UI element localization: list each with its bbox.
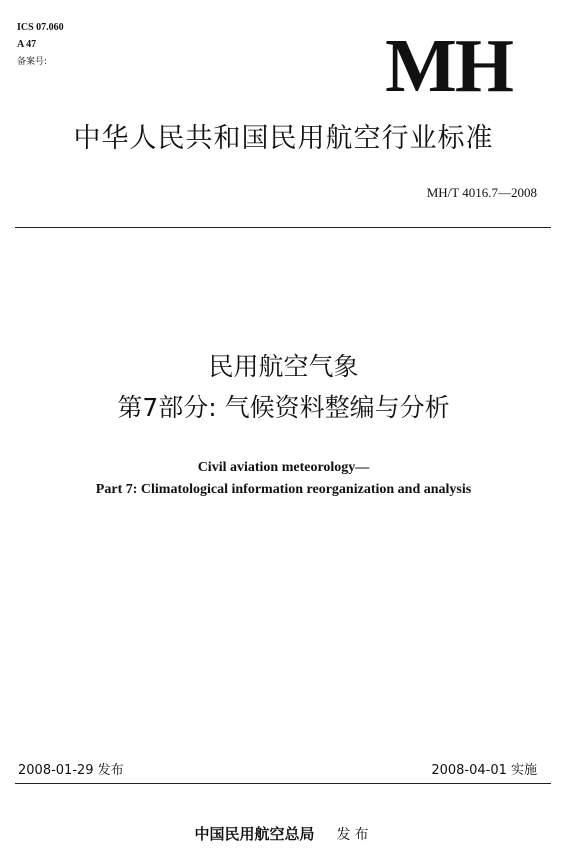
standard-category-title: 中华人民共和国民用航空行业标准 [73, 123, 494, 154]
bottom-divider [15, 783, 551, 784]
classification-code: A 47 [17, 39, 37, 50]
effective-date: 2008-04-01 实施 [431, 763, 537, 778]
chinese-title-line-2: 第7部分: 气候资料整编与分析 [117, 393, 450, 422]
issuer-name: 中国民用航空总局 [194, 825, 315, 843]
publisher-line [0, 824, 567, 845]
english-title-line-1: Civil aviation meteorology— [197, 460, 370, 475]
issuer-action: 发布 [336, 827, 373, 843]
ics-code: ICS 07.060 [17, 22, 64, 33]
standard-logo: MH [385, 24, 512, 108]
english-title-line-2: Part 7: Climatological information reorganization and analysis [95, 482, 472, 497]
chinese-title-line-1: 民用航空气象 [208, 352, 359, 381]
record-number-label: 备案号: [17, 57, 48, 67]
issue-date: 2008-01-29 发布 [18, 763, 124, 778]
top-divider [15, 227, 551, 228]
standard-number: MH/T 4016.7—2008 [426, 185, 537, 200]
